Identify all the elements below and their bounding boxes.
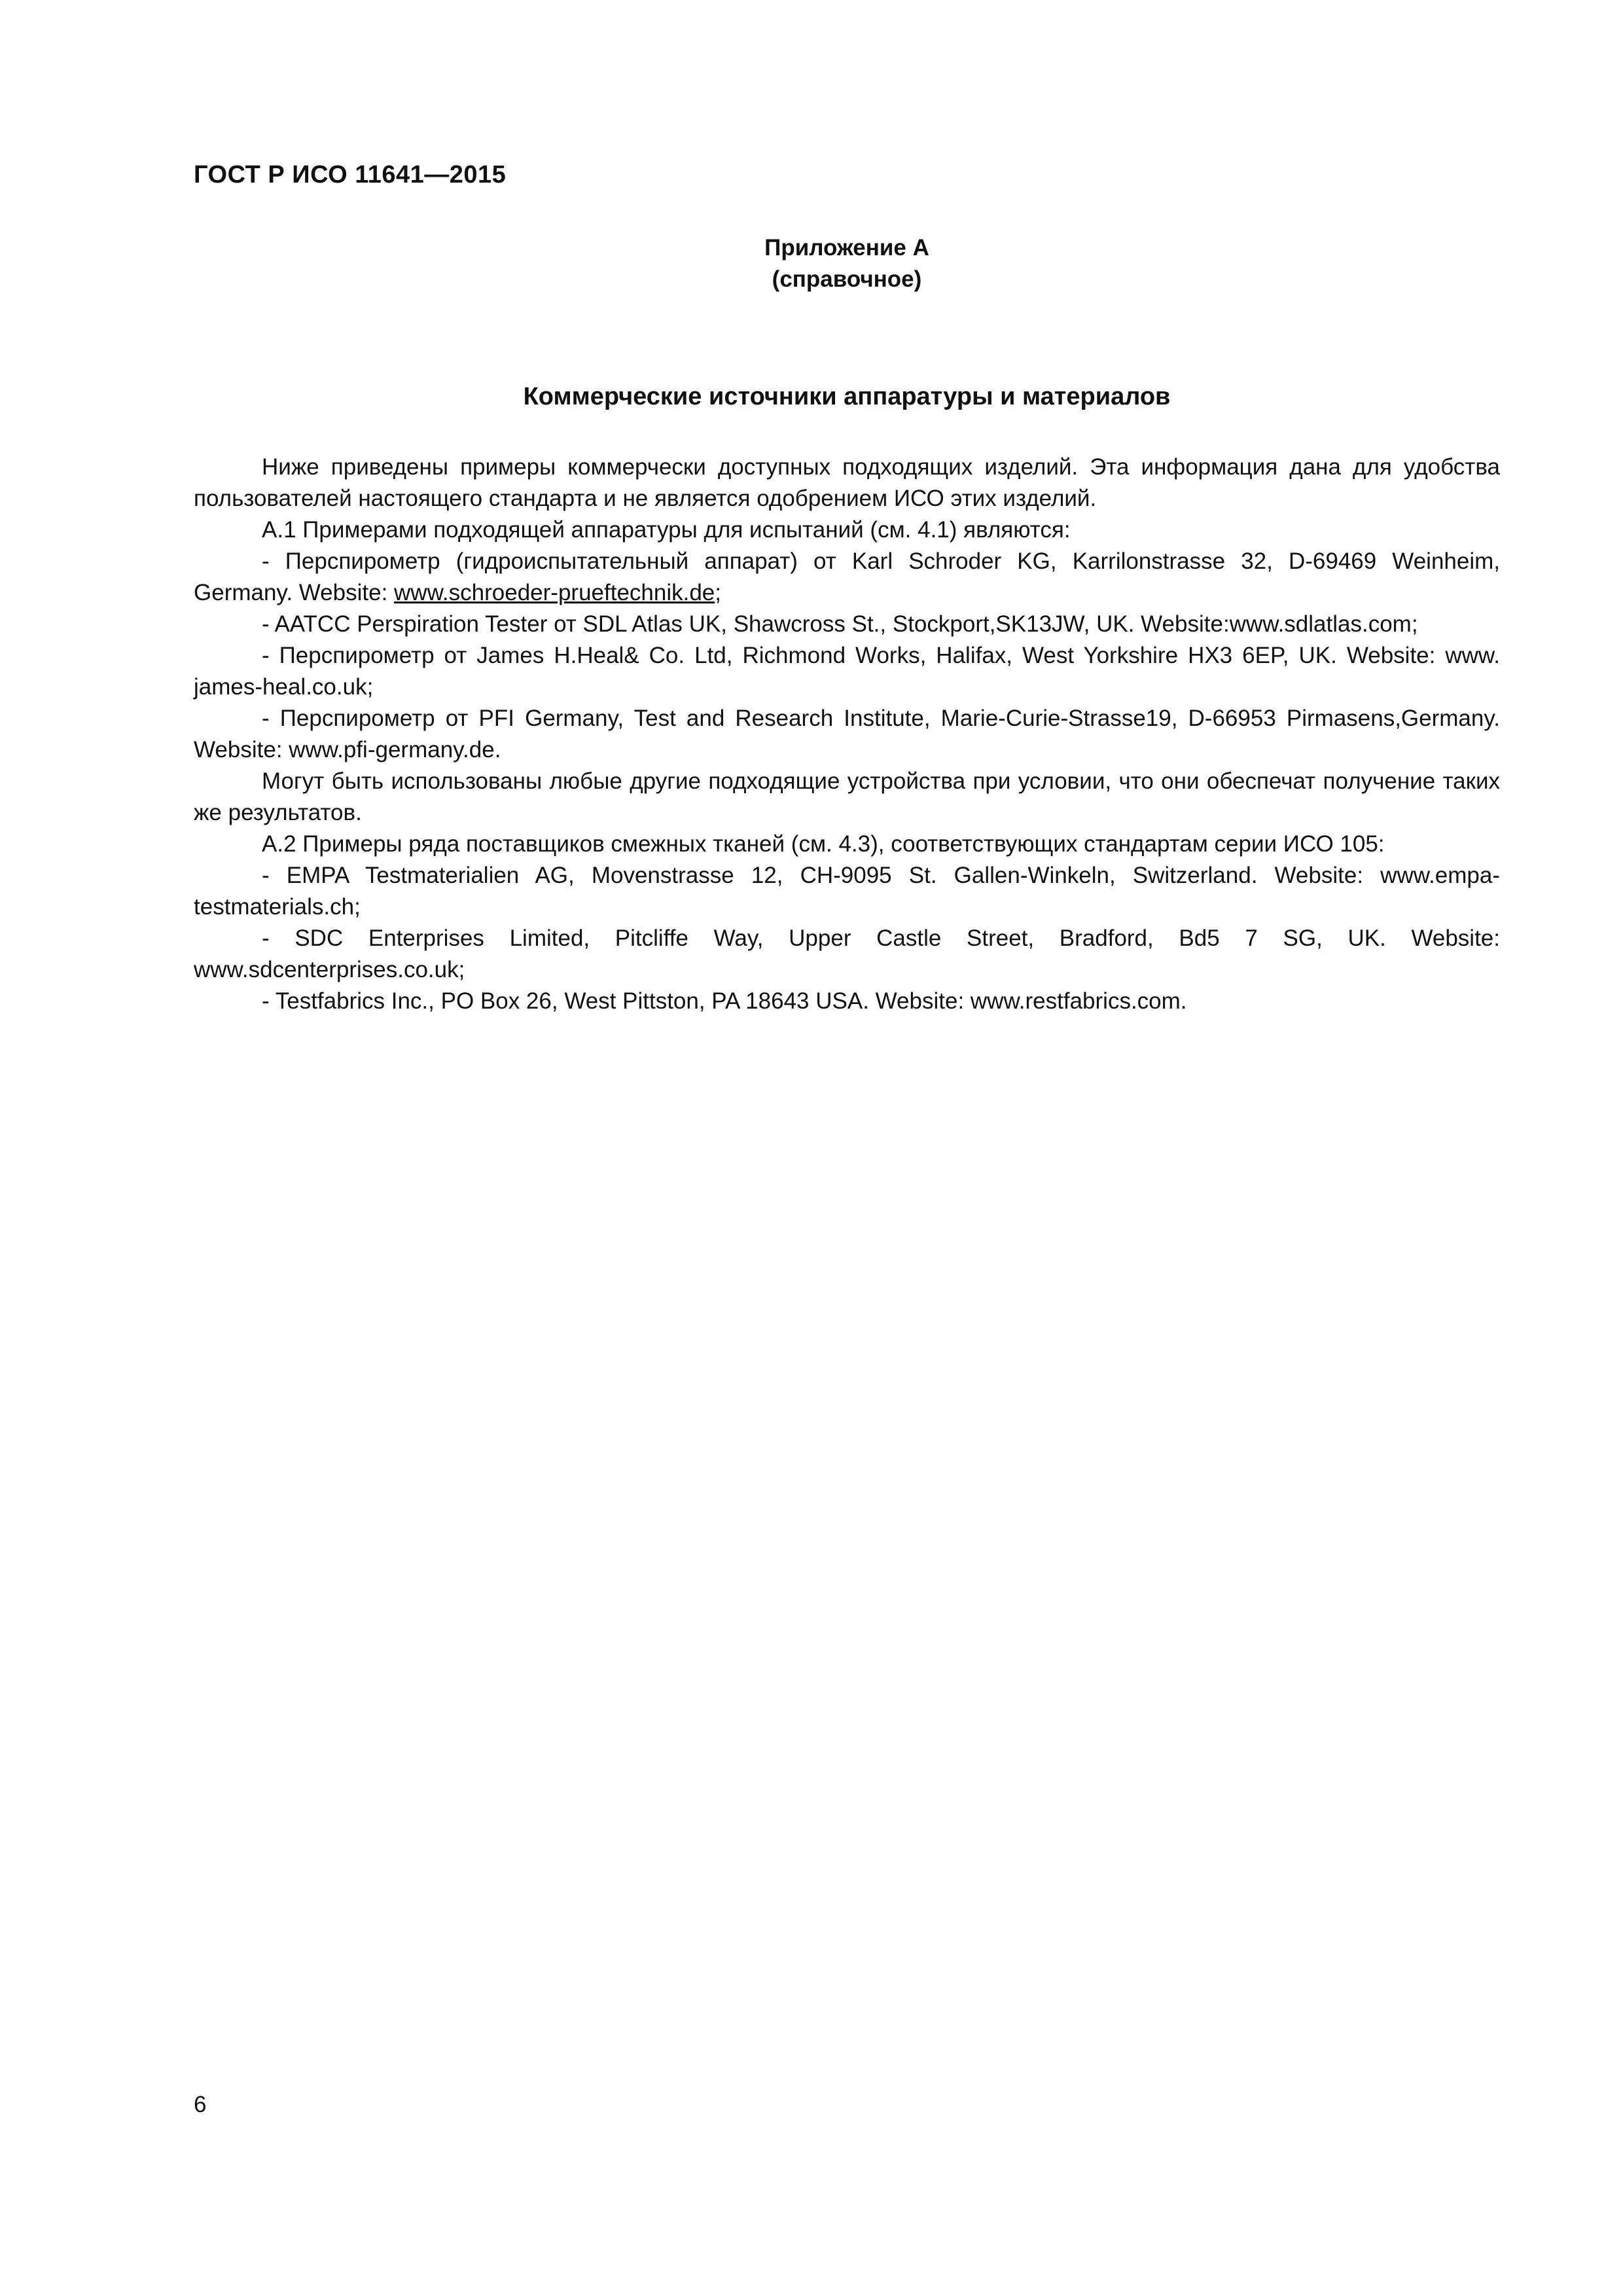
a1-heading: А.1 Примерами подходящей аппаратуры для испытаний (см. 4.1) являются:	[262, 517, 1071, 543]
a1-item-1	[194, 546, 1500, 609]
a1-item-3: - Перспирометр от James H.Heal& Co. Ltd, Richmond Works, Halifax, West Yorkshire HX3 6EP, UK. Website: www. james-heal.co.uk;	[194, 643, 1500, 700]
document-body	[194, 452, 1500, 1017]
appendix-heading	[194, 232, 1500, 295]
note-paragraph: Могут быть использованы любые другие подходящие устройства при условии, что они обеспечат получение таких же результатов.	[194, 768, 1500, 825]
a1-item-4: - Перспирометр от PFI Germany, Test and Research Institute, Marie-Curie-Strasse19, D-66953 Pirmasens,Germany. Website: www.pfi-germany.de.	[194, 706, 1500, 762]
appendix-subtitle: (справочное)	[772, 266, 922, 292]
intro-paragraph: Ниже приведены примеры коммерчески доступных подходящих изделий. Эта информация дана для удобства пользователей настоящего стандарта и не является одобрением ИСО этих изделий.	[194, 454, 1500, 511]
a2-item-2: - SDC Enterprises Limited, Pitcliffe Way, Upper Castle Street, Bradford, Bd5 7 SG, UK. Website: www.sdcenterprises.co.uk;	[194, 925, 1500, 982]
a2-item-1: - EMPA Testmaterialien AG, Movenstrasse 12, CH-9095 St. Gallen-Winkeln, Switzerland. Website: www.empa-testmaterials.ch;	[194, 863, 1500, 920]
page-number: 6	[194, 2092, 207, 2117]
a2-heading: А.2 Примеры ряда поставщиков смежных тканей (см. 4.3), соответствующих стандартам серии ИСО 105:	[262, 831, 1385, 857]
a1-item-1-end: ;	[715, 580, 722, 605]
schroeder-website-link[interactable]: www.schroeder-prueftechnik.de	[394, 580, 715, 605]
a1-item-1-text: - Перспирометр (гидроиспытательный аппарат) от Karl Schroder KG, Karrilonstrasse 32, D-69469 Weinheim, Germany. Website:	[194, 548, 1500, 605]
a1-item-2: - AATCC Perspiration Tester от SDL Atlas UK, Shawcross St., Stockport,SK13JW, UK. Website:www.sdlatlas.com;	[262, 611, 1418, 637]
document-id-header: ГОСТ Р ИСО 11641—2015	[194, 161, 507, 188]
section-title: Коммерческие источники аппаратуры и материалов	[523, 383, 1171, 410]
appendix-title: Приложение А	[764, 235, 929, 260]
a2-item-3: - Testfabrics Inc., PO Box 26, West Pittston, PA 18643 USA. Website: www.restfabrics.com.	[262, 988, 1187, 1014]
